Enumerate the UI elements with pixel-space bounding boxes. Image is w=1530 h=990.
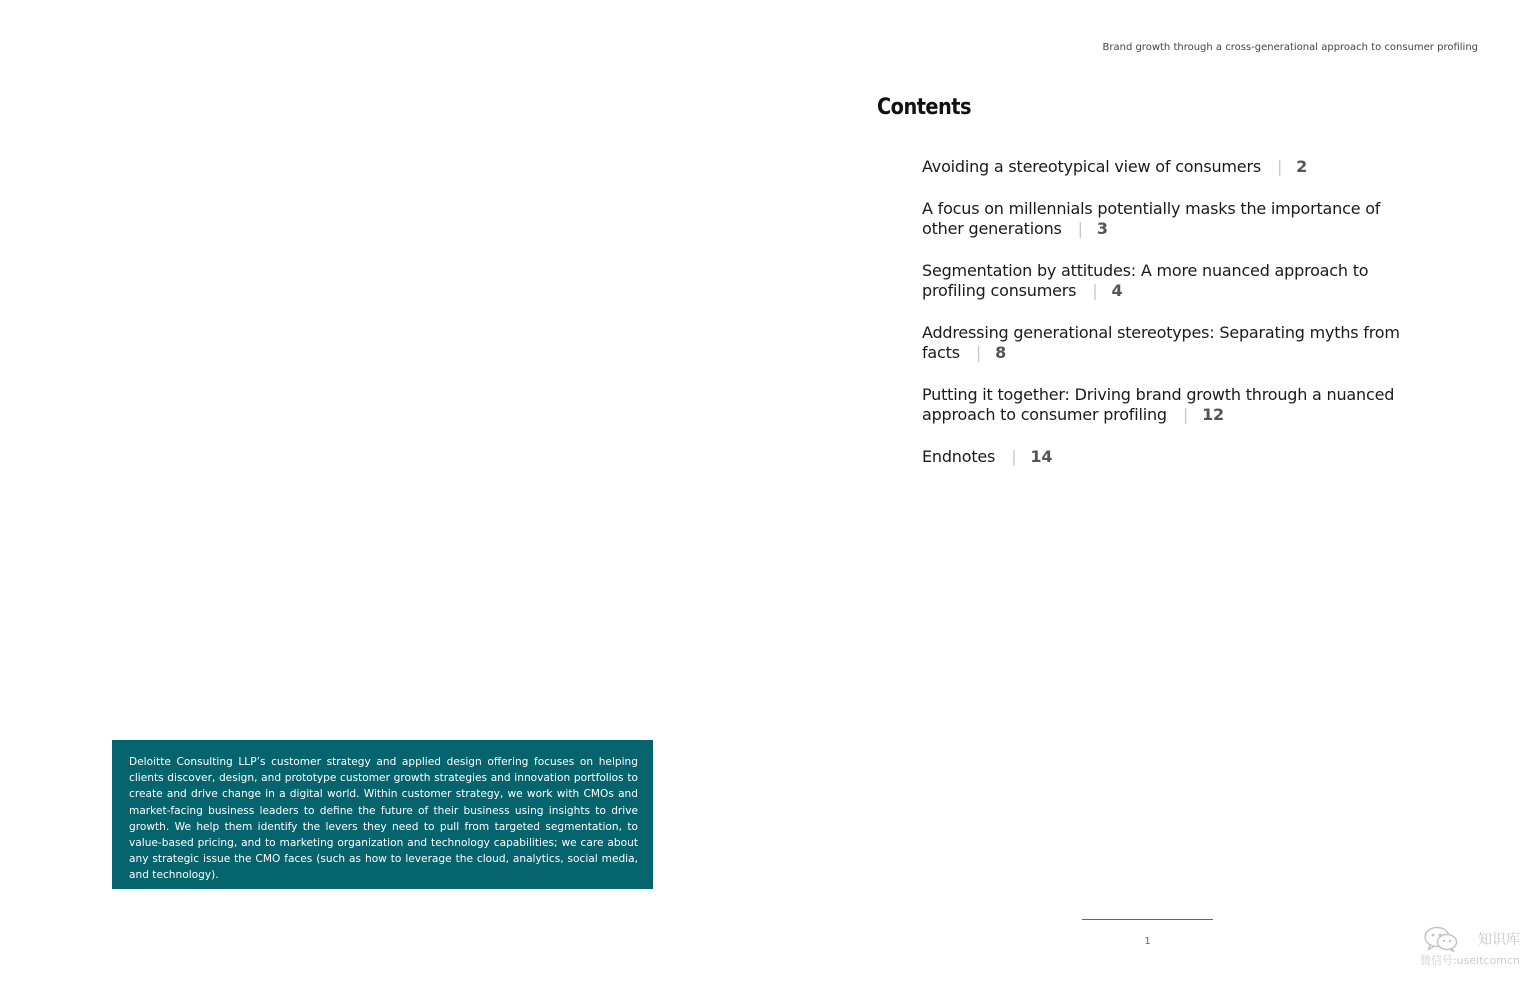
toc-item[interactable] bbox=[922, 157, 1402, 177]
watermark-name: 知识库 bbox=[1478, 932, 1520, 948]
watermark-id: 微信号:useitcomcn bbox=[1419, 954, 1520, 967]
toc-item[interactable] bbox=[922, 199, 1402, 239]
toc-page-number: 12 bbox=[1202, 405, 1224, 424]
toc-page-number: 4 bbox=[1111, 281, 1123, 300]
toc-item[interactable] bbox=[922, 447, 1402, 467]
page-number: 1 bbox=[1144, 936, 1151, 947]
about-text: Deloitte Consulting LLP’s customer strategy and applied design offering focuses on helping clients discover, design, and prototype customer growth strategies and innovation portfolios to create and drive change in a digital world. Within customer strategy, we work with CMOs and market-facing business leaders to define the future of their business using insights to drive growth. We help them identify the levers they need to pull from targeted segmentation, to value-based pricing, and to marketing organization and technology capabilities; we care about any strategic issue the CMO faces (such as how to leverage the cloud, analytics, social media, and technology). bbox=[129, 756, 638, 882]
toc-item-label: Endnotes bbox=[922, 447, 996, 466]
running-header: Brand growth through a cross-generational approach to consumer profiling bbox=[1102, 42, 1478, 53]
toc-item-label: Putting it together: Driving brand growth through a nuanced approach to consumer profiling bbox=[922, 385, 1395, 424]
toc-item-label: Segmentation by attitudes: A more nuanced approach to profiling consumers bbox=[922, 261, 1369, 300]
toc-separator: | bbox=[1182, 405, 1189, 424]
toc-item[interactable] bbox=[922, 323, 1402, 363]
watermark bbox=[1410, 926, 1520, 972]
toc-separator: | bbox=[1011, 447, 1017, 466]
toc-page-number: 2 bbox=[1296, 157, 1308, 176]
toc-item-label: A focus on millennials potentially masks the importance of other generations bbox=[922, 199, 1381, 238]
toc-item[interactable] bbox=[922, 261, 1402, 301]
footer-rule bbox=[1082, 919, 1213, 920]
toc-page-number: 8 bbox=[995, 343, 1006, 362]
toc-separator: | bbox=[975, 343, 982, 362]
about-box bbox=[112, 740, 653, 889]
toc-item-label: Addressing generational stereotypes: Separating myths from facts bbox=[922, 323, 1400, 362]
toc-separator: | bbox=[1092, 281, 1098, 300]
toc-separator: | bbox=[1276, 157, 1283, 176]
contents-title: Contents bbox=[877, 95, 972, 120]
toc-separator: | bbox=[1077, 219, 1083, 238]
toc-page-number: 3 bbox=[1096, 219, 1108, 238]
toc-item-label: Avoiding a stereotypical view of consumers bbox=[922, 157, 1261, 176]
toc-page-number: 14 bbox=[1030, 447, 1053, 466]
toc-item[interactable] bbox=[922, 385, 1402, 425]
table-of-contents bbox=[922, 157, 1402, 489]
wechat-icon bbox=[1424, 926, 1458, 952]
